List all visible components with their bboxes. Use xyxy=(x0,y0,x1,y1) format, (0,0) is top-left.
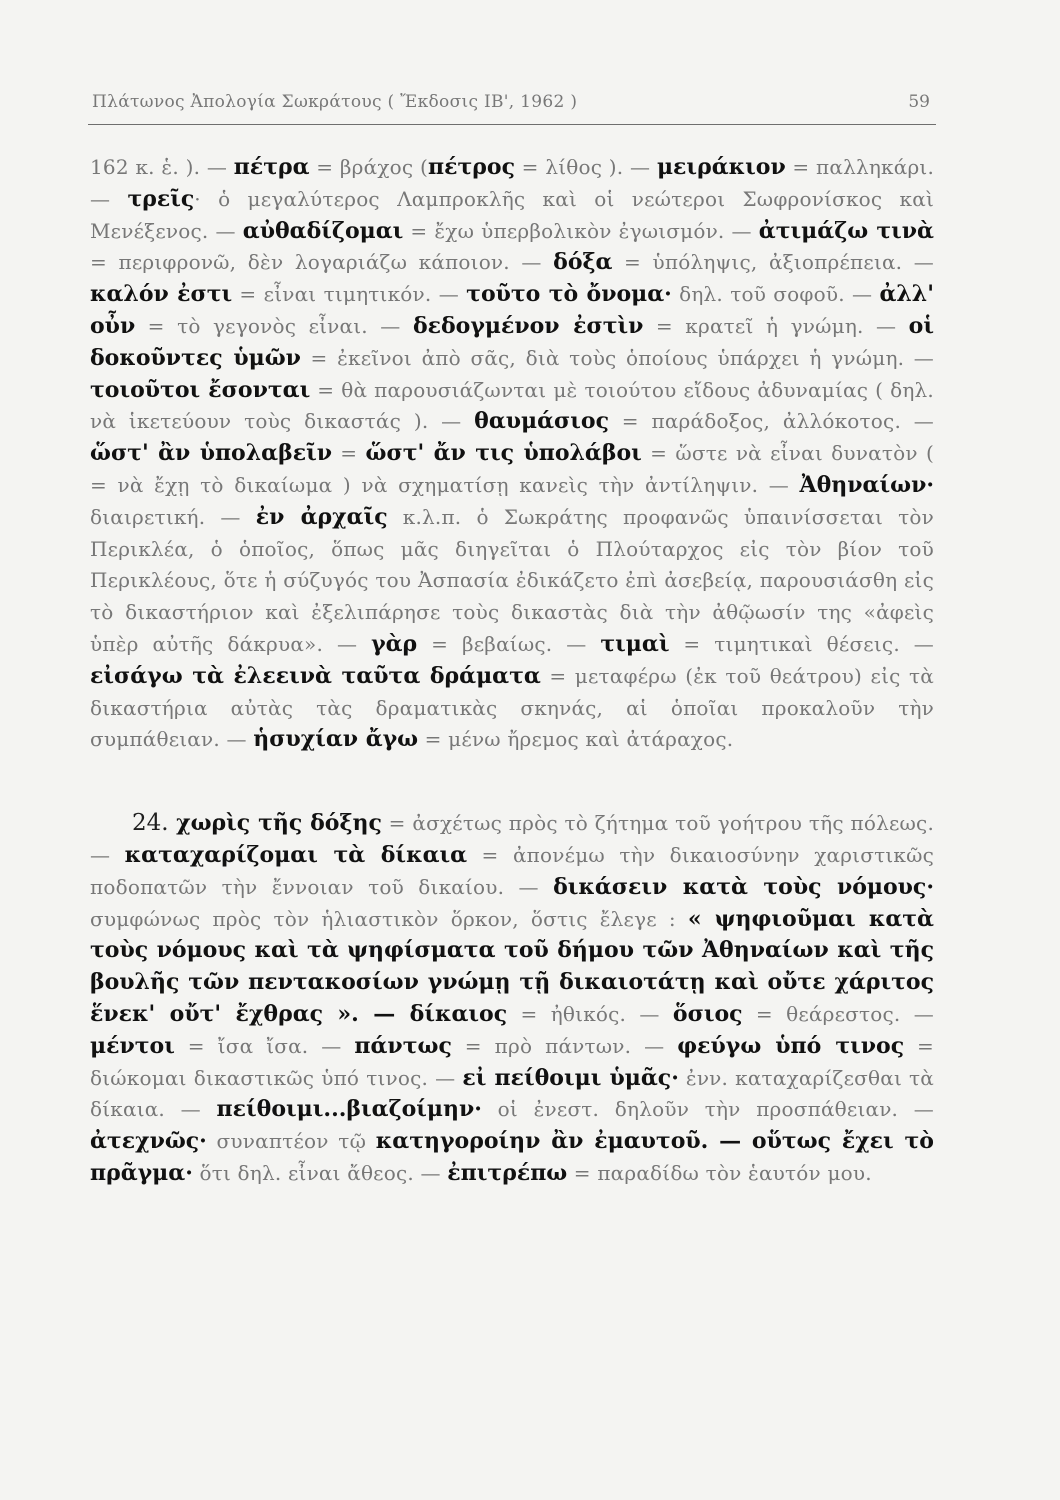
gloss-text: = ἠθικός. — xyxy=(507,1001,673,1026)
lemma-term: ὥστ' ἄν τις ὑπολάβοι xyxy=(365,440,642,467)
lemma-term: ἡσυχίαν ἄγω xyxy=(253,726,419,753)
lemma-term: φεύγω ὑπό τινος xyxy=(677,1032,905,1059)
lemma-term: ἀλλ' οὖν xyxy=(90,281,934,339)
lemma-term: τοιοῦτοι ἔσονται xyxy=(90,376,311,403)
gloss-text: δηλ. τοῦ σοφοῦ. — xyxy=(671,282,880,307)
gloss-text: = ὥστε νὰ εἶναι δυνατὸν ( = νὰ ἔχῃ τὸ δικαίωμα ) νὰ σχηματίσῃ κανεὶς τὴν ἀντίληψιν. — xyxy=(90,441,935,497)
lemma-term: οἱ δοκοῦντες ὑμῶν xyxy=(90,312,934,371)
lemma-term: τρεῖς xyxy=(127,185,195,212)
gloss-text: = θὰ παρουσιάζωνται μὲ τοιούτου εἴδους ἀδυναμίας ( δηλ. νὰ ἱκετεύουν τοὺς δικαστάς ). — xyxy=(90,377,934,434)
lemma-term: ἀτεχνῶς· xyxy=(90,1128,207,1155)
lemma-term: μέντοι xyxy=(90,1032,175,1059)
gloss-text: = ἴσα ἴσα. — xyxy=(174,1033,355,1058)
gloss-text: κ.λ.π. ὁ Σωκράτης προφανῶς ὑπαινίσσεται τὸν Περικλέα, ὁ ὁποῖος, ὅπως μᾶς διηγεῖται ὁ Πλούταρχος εἰς τὸν βίον τοῦ Περικλέους, ὅτε ἡ σύζυγός του Ἀσπασία ἐδικάζετο ἐπὶ ἀσεβείᾳ, παρουσιάσθη εἰς τὸ δικαστήριον καὶ ἐξελιπάρησε τοὺς δικαστὰς διὰ τὴν ἀθῷωσίν της «ἀφεὶς ὑπὲρ αὐτῆς δάκρυα». — xyxy=(90,504,934,656)
gloss-text: = βράχος ( xyxy=(309,155,428,179)
gloss-text: = ὑπόληψις, ἀξιοπρέπεια. — xyxy=(612,250,934,275)
gloss-text: = θεάρεστος. — xyxy=(742,1001,934,1026)
page-number: 59 xyxy=(908,92,930,112)
lemma-term: τοῦτο τὸ ὄνομα· xyxy=(466,281,672,308)
lemma-term: πάντως xyxy=(354,1032,452,1059)
gloss-text: = περιφρονῶ, δὲν λογαριάζω κάποιον. — xyxy=(90,250,554,275)
gloss-text: · ὁ μεγαλύτερος Λαμπροκλῆς καὶ οἱ νεώτεροι Σωφρονίσκος καὶ Μενέξενος. — xyxy=(90,186,934,243)
commentary-section-24 xyxy=(90,808,934,1190)
lemma-term: δόξα xyxy=(553,249,613,276)
gloss-text: = παραδίδω τὸν ἑαυτόν μου. xyxy=(567,1160,872,1185)
lemma-term: χωρὶς τῆς δόξης xyxy=(176,810,382,837)
gloss-text: = πρὸ πάντων. — xyxy=(451,1033,678,1058)
lemma-term: ὅσιος xyxy=(672,1000,743,1027)
lemma-term: ὥστ' ἂν ὑπολαβεῖν xyxy=(90,440,332,467)
lemma-term: δεδογμένον ἐστὶν xyxy=(412,312,644,339)
lemma-term: μειράκιον xyxy=(656,154,786,180)
lemma-term: πείθοιμι...βιαζοίμην· xyxy=(216,1096,482,1123)
lemma-term: εἰ πείθοιμι ὑμᾶς· xyxy=(462,1064,679,1091)
lemma-term: τιμαὶ xyxy=(600,630,670,657)
gloss-text: = μεταφέρω (ἐκ τοῦ θεάτρου) εἰς τὰ δικαστήρια αὐτὰς τὰς δραματικὰς σκηνάς, αἱ ὁποῖαι προκαλοῦν τὴν συμπάθειαν. — xyxy=(90,663,934,752)
lemma-term: πέτρος xyxy=(428,154,515,180)
lemma-term: αὐθαδίζομαι xyxy=(242,217,404,244)
gloss-text: = εἶναι τιμητικόν. — xyxy=(232,282,467,307)
header-title: Πλάτωνος Ἀπολογία Σωκράτους ( Ἔκδοσις ΙΒ', 1962 ) xyxy=(92,92,578,112)
lemma-term: πέτρα xyxy=(233,154,310,180)
gloss-text: = βεβαίως. — xyxy=(417,631,601,656)
lemma-term: καλόν ἐστι xyxy=(90,281,233,308)
lemma-term: θαυμάσιος xyxy=(474,408,609,435)
gloss-text: = ἔχω ὑπερβολικὸν ἐγωισμόν. — xyxy=(403,218,759,243)
running-header xyxy=(88,88,936,125)
lemma-term: εἰσάγω τὰ ἐλεεινὰ ταῦτα δράματα xyxy=(90,662,541,689)
gloss-text: = τὸ γεγονὸς εἶναι. — xyxy=(135,313,413,338)
lemma-term: καταχαρίζομαι τὰ δίκαια xyxy=(124,841,468,868)
gloss-text: = ἀσχέτως πρὸς τὸ ζήτημα τοῦ γοήτρου τῆς πόλεως. — xyxy=(90,811,935,867)
gloss-text: = κρατεῖ ἡ γνώμη. — xyxy=(643,313,909,338)
gloss-text: = μένω ἤρεμος καὶ ἀτάραχος. xyxy=(418,727,734,752)
gloss-text: = xyxy=(331,441,366,466)
lemma-term: ἐν ἀρχαῖς xyxy=(255,503,388,530)
gloss-text: = λίθος ). — xyxy=(514,155,657,179)
gloss-text: = τιμητικαὶ θέσεις. — xyxy=(669,631,934,656)
gloss-text: διαιρετική. — xyxy=(90,504,256,529)
lemma-term: « ψηφιοῦμαι κατὰ τοὺς νόμους καὶ τὰ ψηφίσματα τοῦ δήμου τῶν Ἀθηναίων καὶ τῆς βουλῆς τῶν πεντακοσίων γνώμῃ τῇ δικαιοτάτῃ καὶ οὔτε χάριτος ἕνεκ' οὔτ' ἔχθρας ». — δίκαιος xyxy=(90,905,934,1027)
lemma-term: δικάσειν κατὰ τοὺς νόμους· xyxy=(553,873,934,900)
gloss-text: 162 κ. ἑ. ). — xyxy=(90,155,234,179)
gloss-text: = παράδοξος, ἀλλόκοτος. — xyxy=(608,409,934,434)
commentary-text xyxy=(90,152,934,1190)
gloss-text: συναπτέον τῷ xyxy=(206,1129,376,1154)
lemma-term: κατηγοροίην ἂν ἐμαυτοῦ. — οὕτως ἔχει τὸ πρᾶγμα· xyxy=(90,1128,934,1186)
gloss-text: συμφώνως πρὸς τὸν ἡλιαστικὸν ὅρκον, ὅστις ἔλεγε : xyxy=(90,906,688,931)
gloss-text: = ἀπονέμω τὴν δικαιοσύνην χαριστικῶς ποδοπατῶν τὴν ἔννοιαν τοῦ δικαίου. — xyxy=(90,842,934,899)
lemma-term: ἐπιτρέπω xyxy=(447,1159,568,1186)
gloss-text: οἱ ἐνεστ. δηλοῦν τὴν προσπάθειαν. — xyxy=(481,1097,934,1122)
gloss-text: = ἐκεῖνοι ἀπὸ σᾶς, διὰ τοὺς ὁποίους ὑπάρχει ἡ γνώμη. — xyxy=(300,345,934,370)
section-number: 24. xyxy=(132,810,177,837)
commentary-paragraph xyxy=(90,152,934,756)
gloss-text: = παλληκάρι. — xyxy=(90,155,934,211)
gloss-text: ἐνν. καταχαρίζεσθαι τὰ δίκαια. — xyxy=(90,1065,934,1122)
gloss-text: = διώκομαι δικαστικῶς ὑπό τινος. — xyxy=(90,1033,935,1090)
gloss-text: ὅτι δηλ. εἶναι ἄθεος. — xyxy=(192,1160,448,1185)
lemma-term: Ἀθηναίων· xyxy=(799,471,934,498)
lemma-term: ἀτιμάζω τινὰ xyxy=(758,217,934,244)
lemma-term: γὰρ xyxy=(371,630,418,657)
